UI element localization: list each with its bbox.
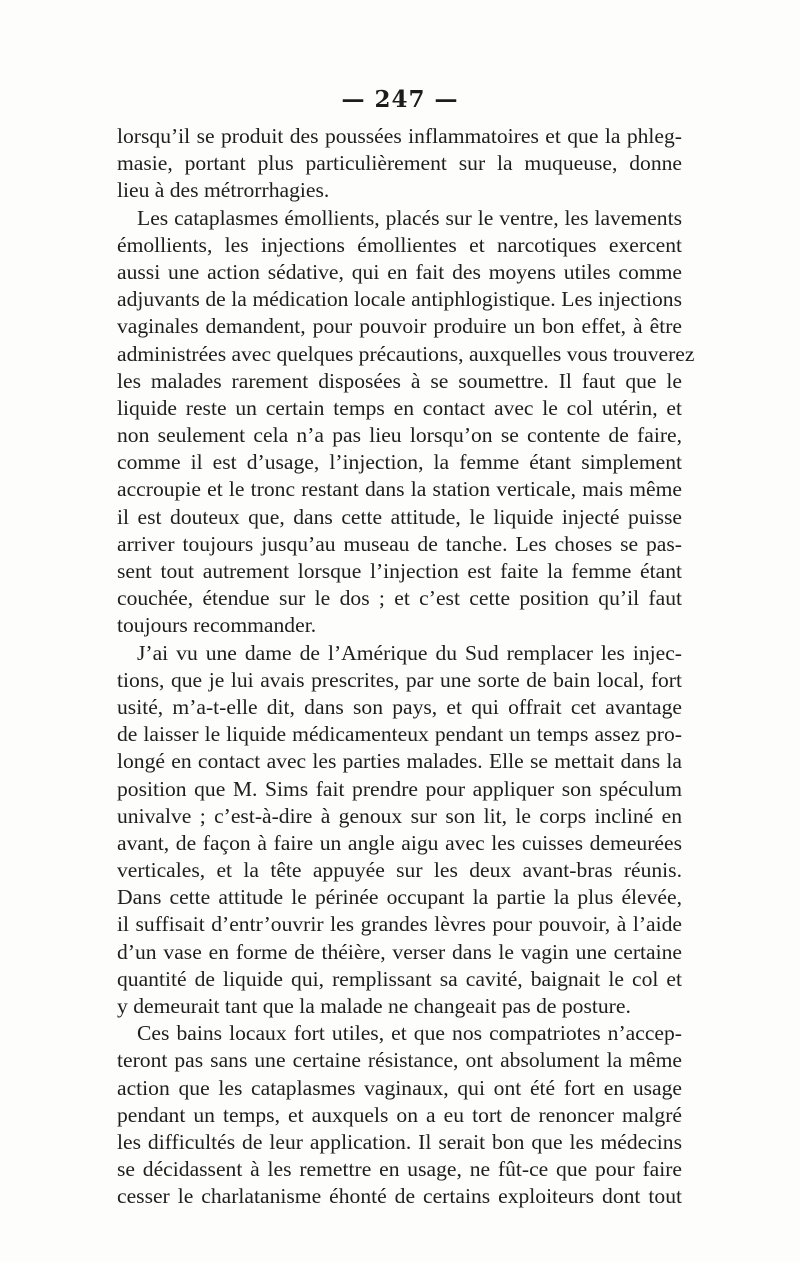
text-line: d’un vase en forme de théière, verser dans le vagin une certaine xyxy=(117,939,682,964)
text-line: émollients, les injections émollientes et narcotiques exercent xyxy=(117,232,682,257)
text-line: univalve ; c’est-à-dire à genoux sur son lit, le corps incliné en xyxy=(117,803,682,828)
text-line: Les cataplasmes émollients, placés sur le ventre, les lavements xyxy=(137,205,682,230)
text-line: action que les cataplasmes vaginaux, qui ont été fort en usage xyxy=(117,1075,682,1100)
text-line: tions, que je lui avais prescrites, par une sorte de bain local, fort xyxy=(117,667,682,692)
page-number: — 247 — xyxy=(341,86,459,113)
text-line: sent tout autrement lorsque l’injection est faite la femme étant xyxy=(117,559,682,583)
text-line: de laisser le liquide médicamenteux pendant un temps assez pro- xyxy=(117,722,682,747)
text-line: administrées avec quelques précautions, auxquelles vous trouverez xyxy=(117,341,695,366)
paragraph xyxy=(117,640,682,1021)
text-line: avant, de façon à faire un angle aigu avec les cuisses demeurées xyxy=(117,830,682,855)
text-line: vaginales demandent, pour pouvoir produire un bon effet, à être xyxy=(117,314,682,339)
paragraph xyxy=(117,205,695,640)
text-line: il suffisait d’entr’ouvrir les grandes lèvres pour pouvoir, à l’aide xyxy=(117,912,682,937)
text-line: verticales, et la tête appuyée sur les deux avant-bras réunis. xyxy=(117,858,682,883)
text-line: lieu à des métrorrhagies. xyxy=(117,178,330,203)
text-line: comme il est d’usage, l’injection, la femme étant simplement xyxy=(117,450,682,475)
paragraph xyxy=(117,123,682,205)
text-line: non seulement cela n’a pas lieu lorsqu’on se contente de faire, xyxy=(117,423,682,448)
text-line: teront pas sans une certaine résistance, ont absolument la même xyxy=(117,1048,682,1073)
text-line: longé en contact avec les parties malades. Elle se mettait dans la xyxy=(117,749,682,774)
text-line: Dans cette attitude le périnée occupant la partie la plus élevée, xyxy=(117,885,682,910)
text-line: Ces bains locaux fort utiles, et que nos compatriotes n’accep- xyxy=(137,1021,682,1046)
body-text xyxy=(117,123,695,1211)
text-line: lorsqu’il se produit des poussées inflammatoires et que la phleg- xyxy=(117,124,682,148)
text-line: masie, portant plus particulièrement sur la muqueuse, donne xyxy=(117,151,682,176)
paragraph xyxy=(117,1020,682,1210)
text-line: il est douteux que, dans cette attitude, le liquide injecté puisse xyxy=(117,504,682,529)
text-line: cesser le charlatanisme éhonté de certains exploiteurs dont tout xyxy=(117,1184,682,1209)
text-line: position que M. Sims fait prendre pour appliquer son spéculum xyxy=(117,776,682,801)
text-line: aussi une action sédative, qui en fait des moyens utiles comme xyxy=(117,259,682,284)
text-line: y demeurait tant que la malade ne changeait pas de posture. xyxy=(117,994,631,1018)
text-line: les difficultés de leur application. Il serait bon que les médecins xyxy=(117,1129,682,1154)
text-line: liquide reste un certain temps en contact avec le col utérin, et xyxy=(117,395,682,420)
text-line: pendant un temps, et auxquels on a eu tort de renoncer malgré xyxy=(117,1102,682,1127)
text-line: arriver toujours jusqu’au museau de tanche. Les choses se pas- xyxy=(117,531,682,556)
text-line: usité, m’a-t-elle dit, dans son pays, et qui offrait cet avantage xyxy=(117,694,682,719)
text-line: les malades rarement disposées à se soumettre. Il faut que le xyxy=(117,368,682,393)
text-line: accroupie et le tronc restant dans la station verticale, mais même xyxy=(117,477,682,502)
text-line: quantité de liquide qui, remplissant sa cavité, baignait le col et xyxy=(117,966,682,991)
text-line: toujours recommander. xyxy=(117,613,317,638)
text-line: se décidassent à les remettre en usage, ne fût-ce que pour faire xyxy=(117,1157,682,1182)
text-line: adjuvants de la médication locale antiphlogistique. Les injections xyxy=(117,287,682,312)
text-line: J’ai vu une dame de l’Amérique du Sud remplacer les injec- xyxy=(137,640,682,665)
text-line: couchée, étendue sur le dos ; et c’est cette position qu’il faut xyxy=(117,586,682,611)
